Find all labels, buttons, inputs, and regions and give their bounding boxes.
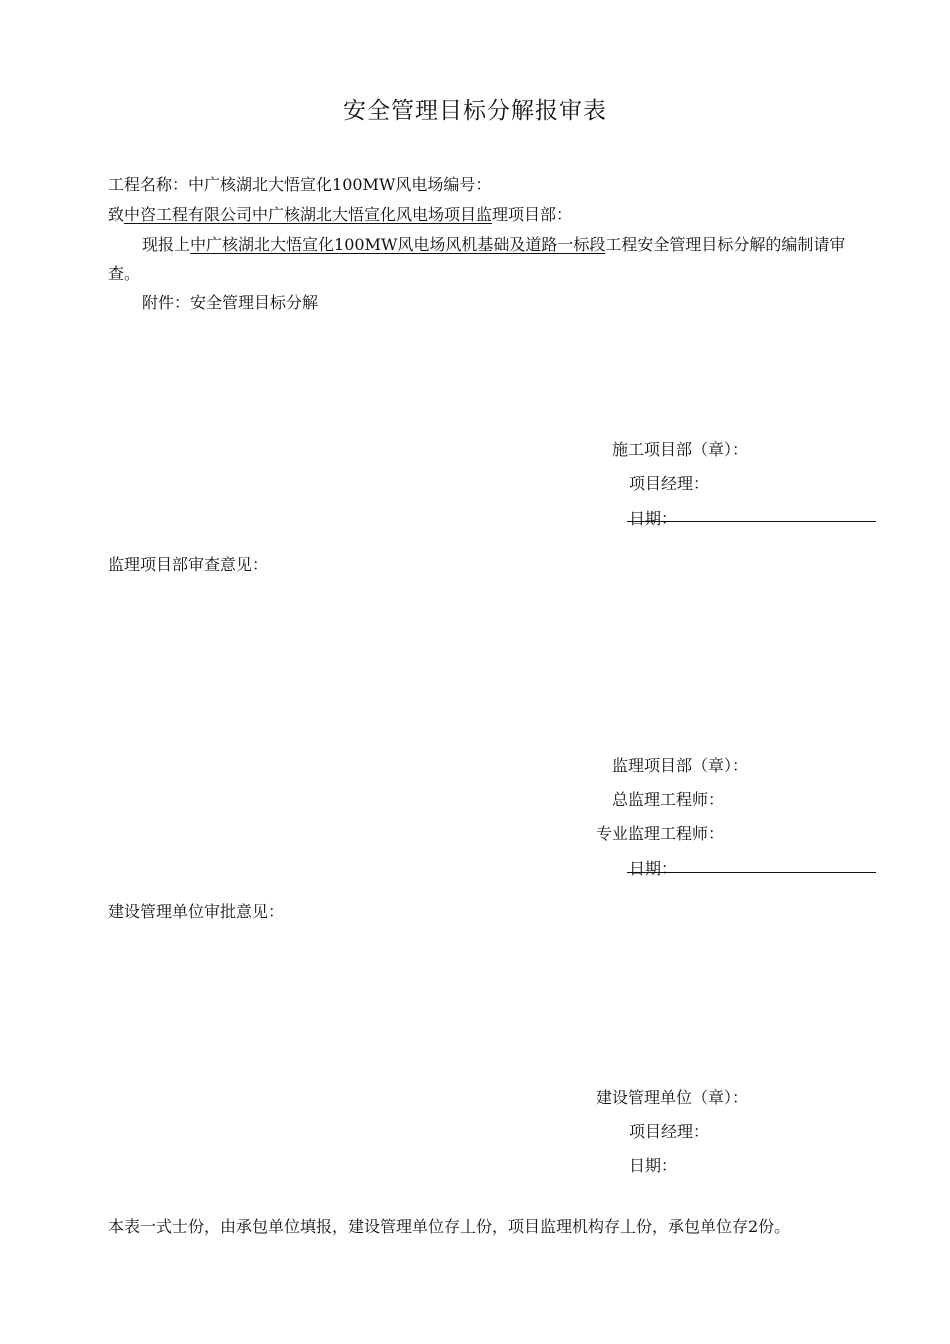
attachment-line: 附件：安全管理目标分解 — [142, 293, 319, 312]
submission-project: 中广核湖北大悟宣化100MW风电场风机基础及道路一标段 — [190, 235, 606, 254]
submission-text-line1 — [142, 232, 845, 255]
page-title: 安全管理目标分解报审表 — [343, 98, 607, 124]
project-name-value: 中广核湖北大悟宣化100MW风电场 — [188, 175, 444, 194]
owner-unit-stamp-label: 建设管理单位（章）： — [596, 1088, 749, 1107]
contractor-date-label: 日期： — [629, 509, 678, 528]
submission-text-line2: 查。 — [108, 264, 141, 283]
supervision-date-line — [627, 872, 876, 873]
addressee-line — [108, 202, 572, 225]
supervision-opinion-label: 监理项目部审查意见： — [108, 555, 269, 574]
project-header-line — [108, 172, 491, 195]
addressee-org: 中咨工程有限公司中广核湖北大悟宣化风电场项目监 — [124, 205, 493, 224]
addressee-suffix: 理项目部： — [492, 205, 573, 224]
contractor-dept-stamp-label: 施工项目部（章）： — [612, 440, 749, 459]
contractor-date-line — [627, 521, 876, 522]
project-name-label: 工程名称： — [108, 175, 189, 194]
number-label: 编号： — [443, 175, 492, 194]
supervision-date-label: 日期： — [629, 859, 678, 878]
supervision-dept-stamp-label: 监理项目部（章）： — [612, 756, 749, 775]
owner-manager-label: 项目经理： — [629, 1122, 710, 1141]
owner-opinion-label: 建设管理单位审批意见： — [108, 902, 285, 921]
contractor-manager-label: 项目经理： — [629, 474, 710, 493]
addressee-prefix: 致 — [108, 205, 125, 224]
owner-date-label: 日期： — [629, 1156, 678, 1175]
submission-prefix: 现报上 — [142, 235, 191, 254]
specialist-engineer-label: 专业监理工程师： — [596, 824, 725, 843]
chief-engineer-label: 总监理工程师： — [612, 790, 725, 809]
submission-suffix: 工程安全管理目标分解的编制请审 — [605, 235, 846, 254]
copies-note: 本表一式士份，由承包单位填报，建设管理单位存丄份，项目监理机构存丄份，承包单位存2份。 — [108, 1217, 791, 1236]
